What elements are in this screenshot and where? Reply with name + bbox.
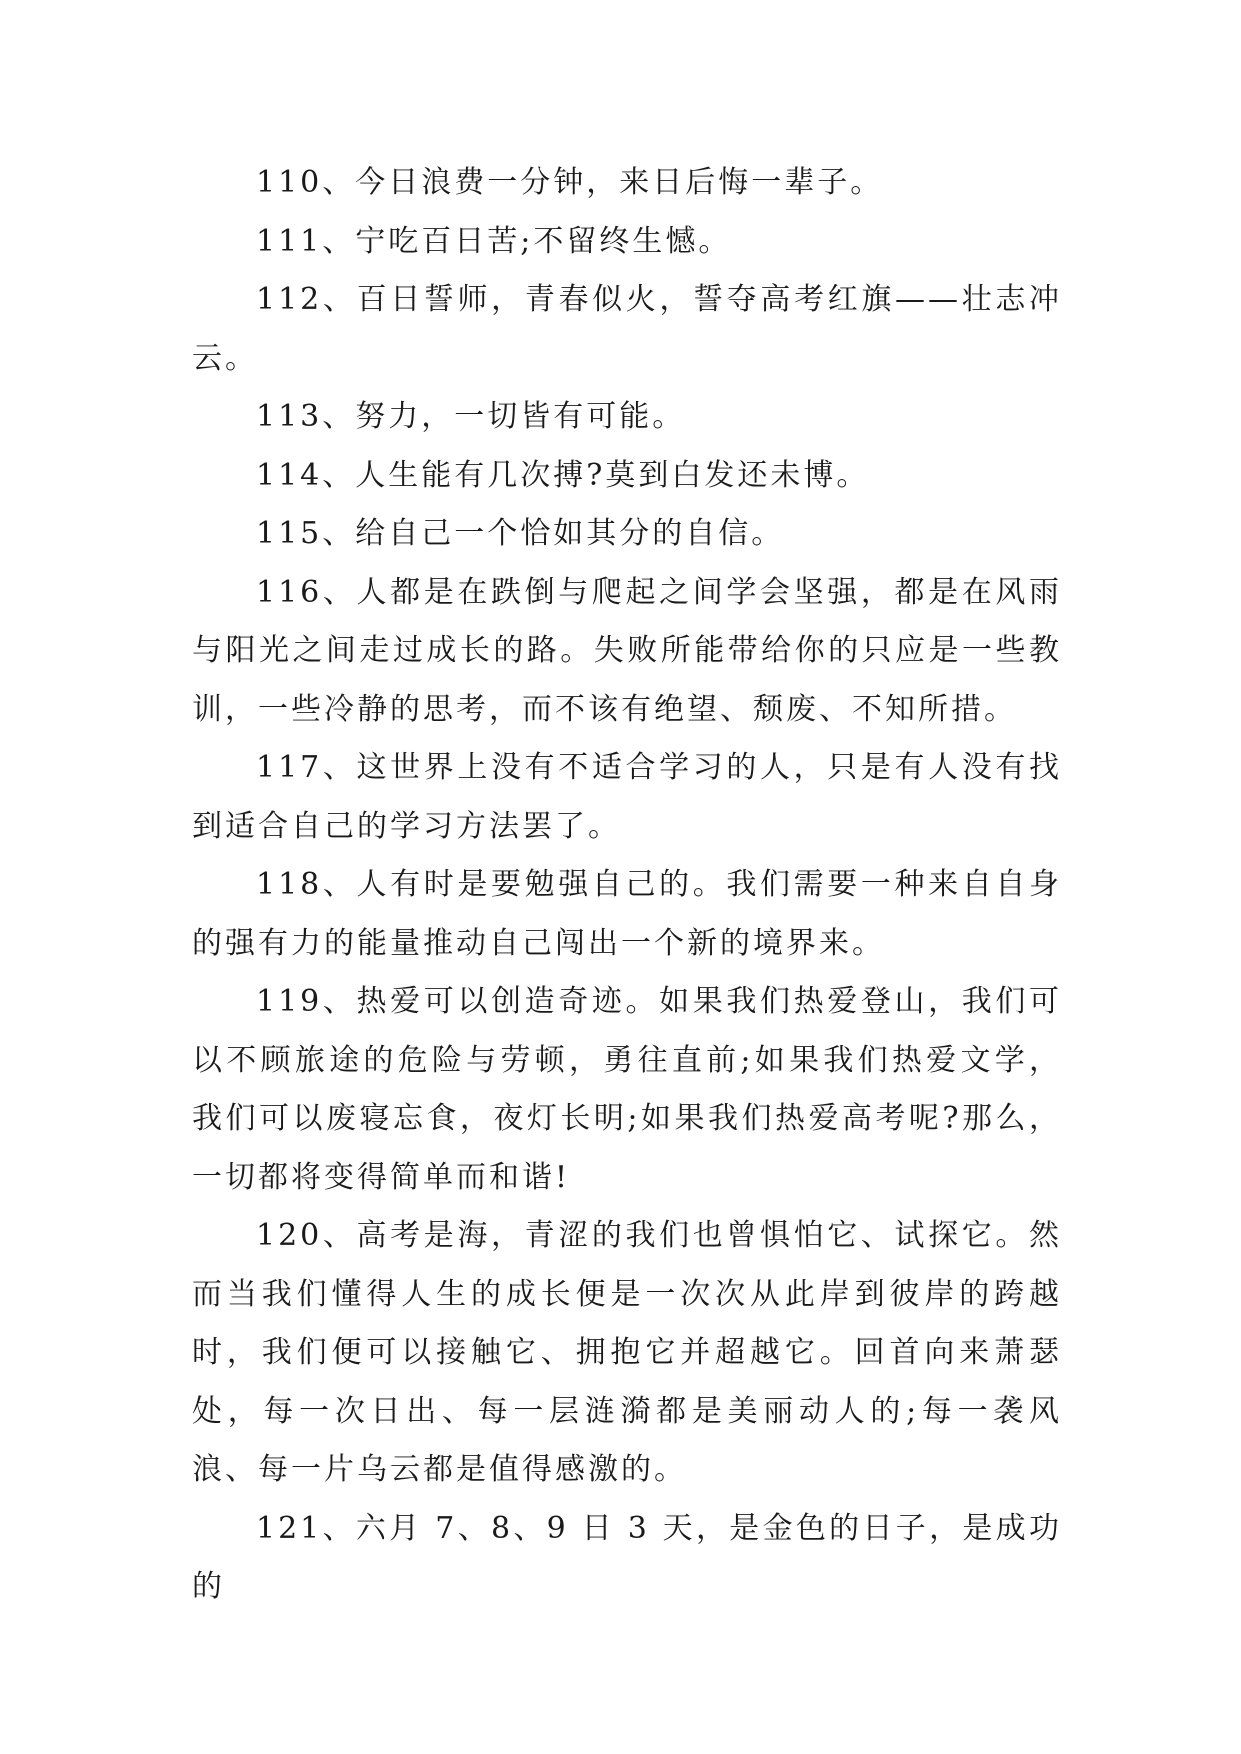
paragraph-117: 117、这世界上没有不适合学习的人，只是有人没有找到适合自己的学习方法罢了。: [192, 750, 1062, 844]
paragraph-118: 118、人有时是要勉强自己的。我们需要一种来自自身的强有力的能量推动自己闯出一个新的境界来。: [192, 867, 1062, 961]
paragraph-116: 116、人都是在跌倒与爬起之间学会坚强，都是在风雨与阳光之间走过成长的路。失败所能带给你的只应是一些教训，一些冷静的思考，而不该有绝望、颓废、不知所措。: [192, 574, 1062, 727]
paragraph-113: 113、努力，一切皆有可能。: [256, 399, 686, 434]
paragraph-121: 121、六月 7、8、9 日 3 天，是金色的日子，是成功的: [192, 1510, 1062, 1604]
paragraph-110: 110、今日浪费一分钟，来日后悔一辈子。: [256, 165, 884, 200]
paragraph-119: 119、热爱可以创造奇迹。如果我们热爱登山，我们可以不顾旅途的危险与劳顿，勇往直前;如果我们热爱文学，我们可以废寝忘食，夜灯长明;如果我们热爱高考呢?那么，一切都将变得简单而和谐!: [192, 984, 1062, 1195]
paragraph-120: 120、高考是海，青涩的我们也曾惧怕它、试探它。然而当我们懂得人生的成长便是一次次从此岸到彼岸的跨越时，我们便可以接触它、拥抱它并超越它。回首向来萧瑟处，每一次日出、每一层涟漪都是美丽动人的;每一袭风浪、每一片乌云都是值得感激的。: [192, 1218, 1062, 1487]
paragraph-115: 115、给自己一个恰如其分的自信。: [256, 516, 785, 551]
paragraph-114: 114、人生能有几次搏?莫到白发还未博。: [256, 457, 870, 493]
paragraph-112: 112、百日誓师，青春似火，誓夺高考红旗——壮志冲云。: [192, 282, 1062, 376]
document-body: [192, 154, 1062, 1617]
paragraph-111: 111、宁吃百日苦;不留终生憾。: [256, 223, 732, 259]
